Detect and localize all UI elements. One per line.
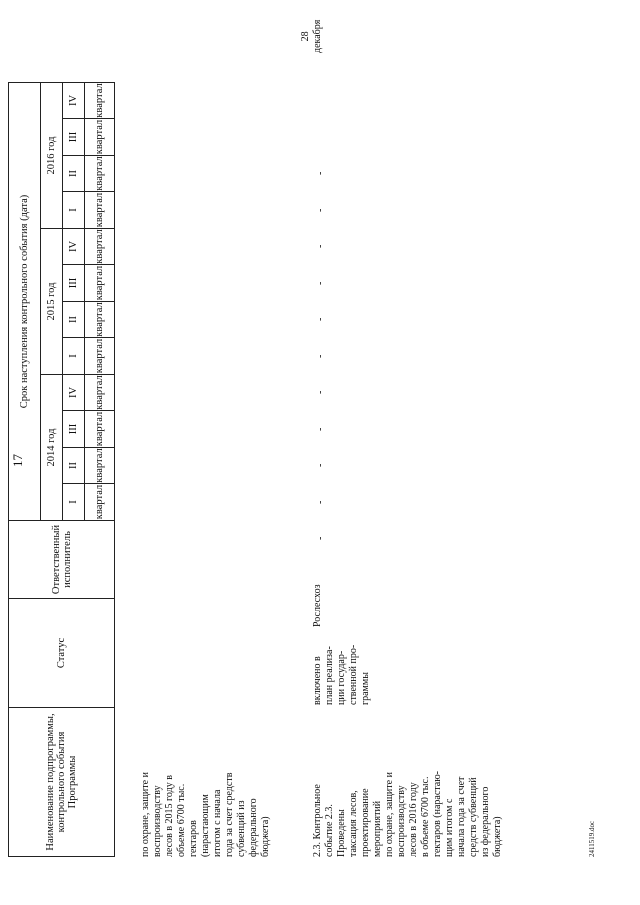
quarter-word: квартал <box>85 411 115 448</box>
row-dash: - <box>315 427 326 431</box>
header-name: Наименование подпрограммы, контрольного события Программы <box>9 708 115 857</box>
row-name: 2.3. Контрольное событие 2.3. Проведены таксация лесов, проектирование мероприятий по охране, защите и воспроизводству лесов в 2016 году в объеме 6700 тыс. гектаров (нарастаю- щим итогом с начала года за счет средств субвенций из федерального бюджета) <box>312 770 503 857</box>
header-responsible: Ответственный исполнитель <box>9 521 115 599</box>
quarter-roman: I <box>63 484 85 521</box>
row-dash: - <box>315 317 326 321</box>
quarter-roman: II <box>63 448 85 484</box>
quarter-word: квартал <box>85 265 115 302</box>
header-year-2014: 2014 год <box>41 375 63 521</box>
quarter-roman: I <box>63 192 85 229</box>
header-deadline: Срок наступления контрольного события (дата) <box>9 83 41 521</box>
quarter-roman: II <box>63 302 85 338</box>
row-dash: - <box>315 390 326 394</box>
quarter-roman: IV <box>63 83 85 119</box>
quarter-roman: IV <box>63 375 85 411</box>
quarter-word: квартал <box>85 229 115 265</box>
quarter-word: квартал <box>85 484 115 521</box>
row-dash: - <box>315 354 326 358</box>
quarter-word: квартал <box>85 119 115 156</box>
quarter-word: квартал <box>85 448 115 484</box>
continuation-name: по охране, защите и воспроизводству лесов в 2015 году в объеме 6700 тыс. гектаров (нарастающим итогом с начала года за счет средств субвенций из федерального бюджета) <box>140 772 271 857</box>
footer-doc-name: 2411519.doc <box>588 820 596 857</box>
page-number: 17 <box>10 454 25 467</box>
row-last-date: 28 декабря <box>300 19 323 53</box>
row-dash: - <box>315 500 326 504</box>
row-dash: - <box>315 281 326 285</box>
row-dash: - <box>315 463 326 467</box>
quarter-roman: III <box>63 265 85 302</box>
quarter-roman: IV <box>63 229 85 265</box>
row-status: включено в план реализа- ции государ- ственной про- граммы <box>312 644 371 705</box>
quarter-roman: III <box>63 119 85 156</box>
row-dash: - <box>315 208 326 212</box>
quarter-word: квартал <box>85 83 115 119</box>
header-status: Статус <box>9 599 115 708</box>
quarter-word: квартал <box>85 156 115 192</box>
row-dash: - <box>315 171 326 175</box>
quarter-roman: I <box>63 338 85 375</box>
quarter-roman: III <box>63 411 85 448</box>
header-year-2015: 2015 год <box>41 229 63 375</box>
row-dash: - <box>315 244 326 248</box>
header-year-2016: 2016 год <box>41 83 63 229</box>
header-table <box>8 82 115 857</box>
row-responsible: Рослесхоз <box>312 584 323 627</box>
quarter-word: квартал <box>85 338 115 375</box>
quarter-word: квартал <box>85 192 115 229</box>
quarter-roman: II <box>63 156 85 192</box>
row-dash: - <box>315 536 326 540</box>
quarter-word: квартал <box>85 302 115 338</box>
quarter-word: квартал <box>85 375 115 411</box>
